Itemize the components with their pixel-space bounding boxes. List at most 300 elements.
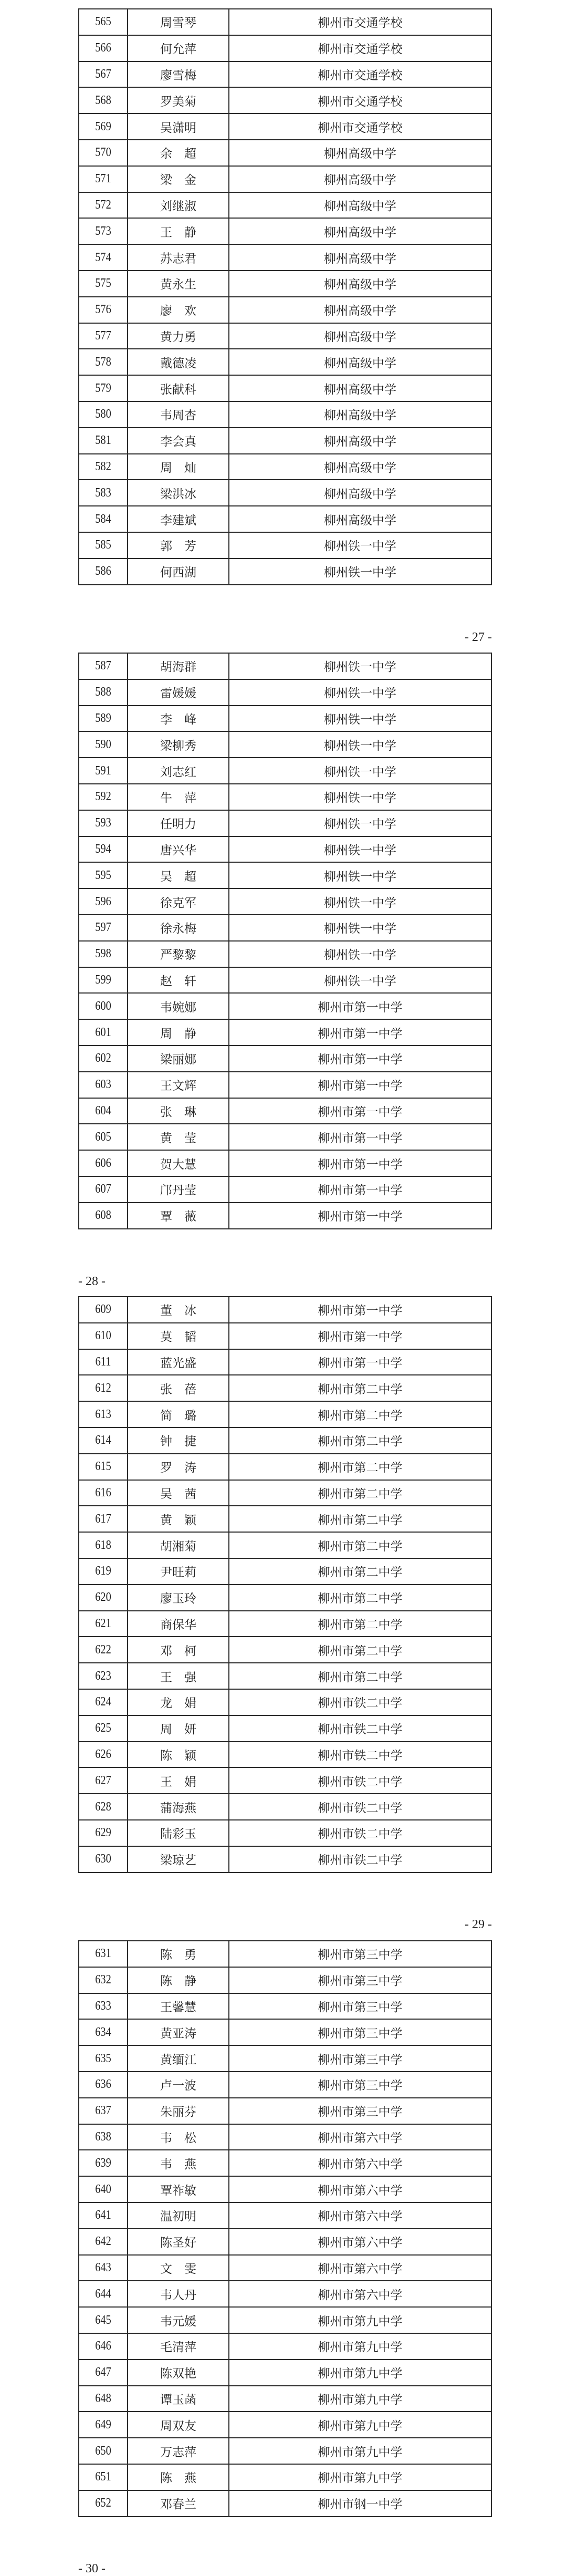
- table-row: [79, 218, 491, 244]
- row-number: 601: [82, 1019, 124, 1046]
- row-number: 626: [82, 1742, 124, 1768]
- row-number: 569: [82, 113, 124, 140]
- school-name: 柳州市铁二中学: [229, 1820, 491, 1846]
- person-name: 梁丽娜: [128, 1046, 229, 1072]
- table-row: [79, 1715, 491, 1742]
- row-number: 583: [82, 480, 124, 506]
- school-name: 柳州市第二中学: [229, 1637, 491, 1663]
- row-number: 586: [82, 558, 124, 585]
- table-row: [79, 941, 491, 967]
- school-name: 柳州市第六中学: [229, 2281, 491, 2307]
- table-row: [79, 1967, 491, 1993]
- row-number: 591: [82, 758, 124, 784]
- table-row: [79, 1611, 491, 1637]
- row-number: 638: [82, 2124, 124, 2150]
- school-name: 柳州市第九中学: [229, 2360, 491, 2386]
- school-name: 柳州铁一中学: [229, 532, 491, 558]
- person-name: 邓春兰: [128, 2490, 229, 2517]
- table-row: [79, 375, 491, 401]
- school-name: 柳州市第三中学: [229, 1993, 491, 2020]
- table-row: [79, 9, 491, 35]
- person-name: 徐永梅: [128, 915, 229, 941]
- person-name: 陈 静: [128, 1967, 229, 1993]
- table-row: [79, 2412, 491, 2438]
- person-name: 陆彩玉: [128, 1820, 229, 1846]
- school-name: 柳州市第三中学: [229, 2072, 491, 2098]
- person-name: 罗美菊: [128, 87, 229, 113]
- school-name: 柳州市第二中学: [229, 1401, 491, 1427]
- person-name: 黄 莹: [128, 1124, 229, 1150]
- school-name: 柳州市第二中学: [229, 1532, 491, 1558]
- school-name: 柳州市第九中学: [229, 2386, 491, 2412]
- row-number: 579: [82, 375, 124, 401]
- school-name: 柳州市第二中学: [229, 1611, 491, 1637]
- school-name: 柳州市第一中学: [229, 1323, 491, 1349]
- person-name: 周 灿: [128, 454, 229, 480]
- row-number: 613: [82, 1401, 124, 1427]
- person-name: 卢一波: [128, 2072, 229, 2098]
- row-number: 617: [82, 1506, 124, 1532]
- row-number: 598: [82, 941, 124, 967]
- row-number: 647: [82, 2360, 124, 2386]
- school-name: 柳州高级中学: [229, 297, 491, 323]
- table-row: [79, 2150, 491, 2176]
- table-row: [79, 2229, 491, 2255]
- table-row: [79, 1993, 491, 2020]
- person-name: 周 静: [128, 1019, 229, 1046]
- row-number: 594: [82, 836, 124, 863]
- school-name: 柳州高级中学: [229, 218, 491, 244]
- row-number: 588: [82, 679, 124, 706]
- roster-table: [78, 1940, 492, 2517]
- person-name: 王 静: [128, 218, 229, 244]
- person-name: 文 雯: [128, 2255, 229, 2281]
- school-name: 柳州市第二中学: [229, 1663, 491, 1689]
- row-number: 576: [82, 297, 124, 323]
- table-row: [79, 61, 491, 88]
- person-name: 刘继淑: [128, 192, 229, 219]
- table-row: [79, 706, 491, 732]
- table-row: [79, 1349, 491, 1375]
- school-name: 柳州市第一中学: [229, 1150, 491, 1176]
- person-name: 贺大慧: [128, 1150, 229, 1176]
- person-name: 董 冰: [128, 1297, 229, 1323]
- school-name: 柳州市钢一中学: [229, 2490, 491, 2517]
- row-number: 645: [82, 2307, 124, 2333]
- row-number: 630: [82, 1846, 124, 1872]
- person-name: 覃 薇: [128, 1203, 229, 1229]
- table-row: [79, 1820, 491, 1846]
- person-name: 韦婉娜: [128, 993, 229, 1019]
- row-number: 565: [82, 9, 124, 35]
- person-name: 张献科: [128, 375, 229, 401]
- school-name: 柳州市铁二中学: [229, 1742, 491, 1768]
- table-row: [79, 2386, 491, 2412]
- row-number: 610: [82, 1323, 124, 1349]
- person-name: 王 强: [128, 1663, 229, 1689]
- table-row: [79, 1150, 491, 1176]
- school-name: 柳州高级中学: [229, 401, 491, 428]
- table-row: [79, 2045, 491, 2072]
- school-name: 柳州高级中学: [229, 349, 491, 375]
- school-name: 柳州市第一中学: [229, 1098, 491, 1124]
- table-row: [79, 862, 491, 888]
- school-name: 柳州市第九中学: [229, 2438, 491, 2464]
- school-name: 柳州铁一中学: [229, 731, 491, 758]
- row-number: 640: [82, 2176, 124, 2202]
- table-row: [79, 1767, 491, 1794]
- table-row: [79, 2098, 491, 2124]
- row-number: 607: [82, 1176, 124, 1203]
- person-name: 梁柳秀: [128, 731, 229, 758]
- row-number: 649: [82, 2412, 124, 2438]
- school-name: 柳州铁一中学: [229, 706, 491, 732]
- table-row: [79, 506, 491, 532]
- table-row: [79, 1323, 491, 1349]
- row-number: 623: [82, 1663, 124, 1689]
- person-name: 任明力: [128, 810, 229, 836]
- row-number: 646: [82, 2333, 124, 2360]
- row-number: 587: [82, 653, 124, 679]
- table-row: [79, 1072, 491, 1098]
- row-number: 593: [82, 810, 124, 836]
- person-name: 周 妍: [128, 1715, 229, 1742]
- school-name: 柳州市第一中学: [229, 1176, 491, 1203]
- person-name: 蒲海燕: [128, 1794, 229, 1820]
- row-number: 633: [82, 1993, 124, 2020]
- table-row: [79, 1689, 491, 1715]
- school-name: 柳州市第一中学: [229, 1297, 491, 1323]
- school-name: 柳州市第九中学: [229, 2412, 491, 2438]
- table-row: [79, 401, 491, 428]
- school-name: 柳州铁一中学: [229, 558, 491, 585]
- table-row: [79, 35, 491, 61]
- row-number: 606: [82, 1150, 124, 1176]
- school-name: 柳州市第一中学: [229, 993, 491, 1019]
- row-number: 577: [82, 323, 124, 349]
- row-number: 572: [82, 192, 124, 219]
- table-row: [79, 166, 491, 192]
- school-name: 柳州高级中学: [229, 506, 491, 532]
- table-row: [79, 532, 491, 558]
- table-row: [79, 1454, 491, 1480]
- person-name: 邓 柯: [128, 1637, 229, 1663]
- table-row: [79, 836, 491, 863]
- school-name: 柳州市第六中学: [229, 2150, 491, 2176]
- school-name: 柳州铁一中学: [229, 679, 491, 706]
- school-name: 柳州市第三中学: [229, 2098, 491, 2124]
- row-number: 619: [82, 1558, 124, 1585]
- row-number: 627: [82, 1767, 124, 1794]
- school-name: 柳州市第三中学: [229, 2019, 491, 2045]
- row-number: 622: [82, 1637, 124, 1663]
- person-name: 吴 茜: [128, 1480, 229, 1506]
- table-row: [79, 784, 491, 810]
- page-number: - 29 -: [465, 1918, 492, 1931]
- person-name: 韦元媛: [128, 2307, 229, 2333]
- person-name: 毛清萍: [128, 2333, 229, 2360]
- school-name: 柳州市第三中学: [229, 2045, 491, 2072]
- table-row: [79, 2333, 491, 2360]
- page-number: - 28 -: [78, 1275, 106, 1288]
- person-name: 赵 轩: [128, 967, 229, 994]
- school-name: 柳州高级中学: [229, 480, 491, 506]
- school-name: 柳州铁一中学: [229, 836, 491, 863]
- person-name: 李 峰: [128, 706, 229, 732]
- row-number: 615: [82, 1454, 124, 1480]
- row-number: 585: [82, 532, 124, 558]
- table-row: [79, 1585, 491, 1611]
- table-row: [79, 2072, 491, 2098]
- person-name: 覃祚敏: [128, 2176, 229, 2202]
- person-name: 黄亚涛: [128, 2019, 229, 2045]
- school-name: 柳州市交通学校: [229, 9, 491, 35]
- school-name: 柳州市第二中学: [229, 1454, 491, 1480]
- table-row: [79, 480, 491, 506]
- school-name: 柳州市第二中学: [229, 1427, 491, 1454]
- person-name: 龙 娟: [128, 1689, 229, 1715]
- person-name: 梁琼艺: [128, 1846, 229, 1872]
- school-name: 柳州市第一中学: [229, 1203, 491, 1229]
- table-row: [79, 1742, 491, 1768]
- school-name: 柳州市第六中学: [229, 2176, 491, 2202]
- table-row: [79, 297, 491, 323]
- school-name: 柳州市第六中学: [229, 2202, 491, 2229]
- table-row: [79, 1480, 491, 1506]
- row-number: 652: [82, 2490, 124, 2517]
- school-name: 柳州铁一中学: [229, 810, 491, 836]
- person-name: 周双友: [128, 2412, 229, 2438]
- table-row: [79, 810, 491, 836]
- person-name: 廖玉玲: [128, 1585, 229, 1611]
- row-number: 567: [82, 61, 124, 88]
- person-name: 陈 颖: [128, 1742, 229, 1768]
- person-name: 尹旺莉: [128, 1558, 229, 1585]
- table-row: [79, 679, 491, 706]
- person-name: 谭玉菡: [128, 2386, 229, 2412]
- school-name: 柳州市第九中学: [229, 2464, 491, 2490]
- person-name: 何西湖: [128, 558, 229, 585]
- table-row: [79, 1401, 491, 1427]
- table-row: [79, 731, 491, 758]
- table-row: [79, 323, 491, 349]
- person-name: 廖雪梅: [128, 61, 229, 88]
- row-number: 628: [82, 1794, 124, 1820]
- person-name: 陈 燕: [128, 2464, 229, 2490]
- table-row: [79, 1637, 491, 1663]
- person-name: 梁 金: [128, 166, 229, 192]
- school-name: 柳州市铁二中学: [229, 1794, 491, 1820]
- person-name: 黄缅江: [128, 2045, 229, 2072]
- school-name: 柳州市第三中学: [229, 1941, 491, 1967]
- person-name: 温初明: [128, 2202, 229, 2229]
- person-name: 吴潇明: [128, 113, 229, 140]
- person-name: 万志萍: [128, 2438, 229, 2464]
- person-name: 张 琳: [128, 1098, 229, 1124]
- row-number: 621: [82, 1611, 124, 1637]
- table-row: [79, 1046, 491, 1072]
- row-number: 590: [82, 731, 124, 758]
- table-row: [79, 1176, 491, 1203]
- school-name: 柳州市第一中学: [229, 1019, 491, 1046]
- row-number: 614: [82, 1427, 124, 1454]
- person-name: 韦人丹: [128, 2281, 229, 2307]
- school-name: 柳州铁一中学: [229, 888, 491, 915]
- person-name: 梁洪冰: [128, 480, 229, 506]
- school-name: 柳州市交通学校: [229, 113, 491, 140]
- row-number: 634: [82, 2019, 124, 2045]
- person-name: 郭 芳: [128, 532, 229, 558]
- table-row: [79, 1558, 491, 1585]
- roster-table: [78, 653, 492, 1229]
- person-name: 胡湘菊: [128, 1532, 229, 1558]
- table-row: [79, 2019, 491, 2045]
- row-number: 604: [82, 1098, 124, 1124]
- school-name: 柳州铁一中学: [229, 941, 491, 967]
- table-row: [79, 192, 491, 219]
- school-name: 柳州市第二中学: [229, 1558, 491, 1585]
- school-name: 柳州市交通学校: [229, 35, 491, 61]
- row-number: 636: [82, 2072, 124, 2098]
- school-name: 柳州高级中学: [229, 140, 491, 166]
- school-name: 柳州市铁二中学: [229, 1767, 491, 1794]
- school-name: 柳州市铁二中学: [229, 1846, 491, 1872]
- person-name: 苏志君: [128, 244, 229, 271]
- table-row: [79, 1941, 491, 1967]
- school-name: 柳州市第二中学: [229, 1375, 491, 1401]
- person-name: 张 蓓: [128, 1375, 229, 1401]
- school-name: 柳州铁一中学: [229, 784, 491, 810]
- row-number: 620: [82, 1585, 124, 1611]
- school-name: 柳州市第六中学: [229, 2124, 491, 2150]
- row-number: 625: [82, 1715, 124, 1742]
- table-row: [79, 140, 491, 166]
- table-row: [79, 1506, 491, 1532]
- table-row: [79, 87, 491, 113]
- person-name: 韦 燕: [128, 2150, 229, 2176]
- row-number: 570: [82, 140, 124, 166]
- school-name: 柳州高级中学: [229, 323, 491, 349]
- school-name: 柳州高级中学: [229, 166, 491, 192]
- row-number: 611: [82, 1349, 124, 1375]
- row-number: 600: [82, 993, 124, 1019]
- school-name: 柳州市第二中学: [229, 1585, 491, 1611]
- table-row: [79, 349, 491, 375]
- person-name: 陈圣好: [128, 2229, 229, 2255]
- school-name: 柳州市第六中学: [229, 2229, 491, 2255]
- person-name: 黄 颖: [128, 1506, 229, 1532]
- school-name: 柳州市第九中学: [229, 2307, 491, 2333]
- table-row: [79, 558, 491, 585]
- row-number: 609: [82, 1297, 124, 1323]
- table-row: [79, 993, 491, 1019]
- school-name: 柳州市第六中学: [229, 2255, 491, 2281]
- person-name: 朱丽芬: [128, 2098, 229, 2124]
- table-row: [79, 2176, 491, 2202]
- person-name: 何允萍: [128, 35, 229, 61]
- table-row: [79, 2255, 491, 2281]
- school-name: 柳州市第九中学: [229, 2333, 491, 2360]
- person-name: 王文辉: [128, 1072, 229, 1098]
- table-row: [79, 758, 491, 784]
- school-name: 柳州铁一中学: [229, 862, 491, 888]
- table-row: [79, 1098, 491, 1124]
- table-row: [79, 2281, 491, 2307]
- person-name: 钟 捷: [128, 1427, 229, 1454]
- row-number: 573: [82, 218, 124, 244]
- row-number: 589: [82, 706, 124, 732]
- row-number: 629: [82, 1820, 124, 1846]
- row-number: 648: [82, 2386, 124, 2412]
- table-row: [79, 2202, 491, 2229]
- person-name: 严黎黎: [128, 941, 229, 967]
- person-name: 雷媛媛: [128, 679, 229, 706]
- row-number: 602: [82, 1046, 124, 1072]
- row-number: 605: [82, 1124, 124, 1150]
- person-name: 戴德凌: [128, 349, 229, 375]
- row-number: 568: [82, 87, 124, 113]
- row-number: 641: [82, 2202, 124, 2229]
- school-name: 柳州市第二中学: [229, 1480, 491, 1506]
- table-row: [79, 244, 491, 271]
- table-row: [79, 888, 491, 915]
- table-row: [79, 1375, 491, 1401]
- row-number: 642: [82, 2229, 124, 2255]
- school-name: 柳州高级中学: [229, 454, 491, 480]
- person-name: 陈 勇: [128, 1941, 229, 1967]
- row-number: 596: [82, 888, 124, 915]
- person-name: 徐克军: [128, 888, 229, 915]
- person-name: 韦 松: [128, 2124, 229, 2150]
- row-number: 592: [82, 784, 124, 810]
- table-row: [79, 1532, 491, 1558]
- table-row: [79, 1794, 491, 1820]
- table-row: [79, 2490, 491, 2517]
- row-number: 632: [82, 1967, 124, 1993]
- table-row: [79, 1019, 491, 1046]
- person-name: 蓝光盛: [128, 1349, 229, 1375]
- row-number: 580: [82, 401, 124, 428]
- school-name: 柳州高级中学: [229, 192, 491, 219]
- person-name: 莫 韬: [128, 1323, 229, 1349]
- table-row: [79, 2464, 491, 2490]
- table-row: [79, 653, 491, 679]
- person-name: 李会真: [128, 428, 229, 454]
- school-name: 柳州市第一中学: [229, 1046, 491, 1072]
- school-name: 柳州铁一中学: [229, 915, 491, 941]
- row-number: 616: [82, 1480, 124, 1506]
- page-number: - 30 -: [78, 2562, 106, 2575]
- person-name: 陈双艳: [128, 2360, 229, 2386]
- table-row: [79, 1124, 491, 1150]
- person-name: 商保华: [128, 1611, 229, 1637]
- person-name: 唐兴华: [128, 836, 229, 863]
- row-number: 566: [82, 35, 124, 61]
- table-row: [79, 2360, 491, 2386]
- row-number: 597: [82, 915, 124, 941]
- row-number: 618: [82, 1532, 124, 1558]
- school-name: 柳州市第三中学: [229, 1967, 491, 1993]
- school-name: 柳州市第一中学: [229, 1349, 491, 1375]
- row-number: 650: [82, 2438, 124, 2464]
- row-number: 581: [82, 428, 124, 454]
- person-name: 黄力勇: [128, 323, 229, 349]
- table-row: [79, 2307, 491, 2333]
- person-name: 吴 超: [128, 862, 229, 888]
- school-name: 柳州高级中学: [229, 271, 491, 297]
- person-name: 牛 萍: [128, 784, 229, 810]
- school-name: 柳州市交通学校: [229, 61, 491, 88]
